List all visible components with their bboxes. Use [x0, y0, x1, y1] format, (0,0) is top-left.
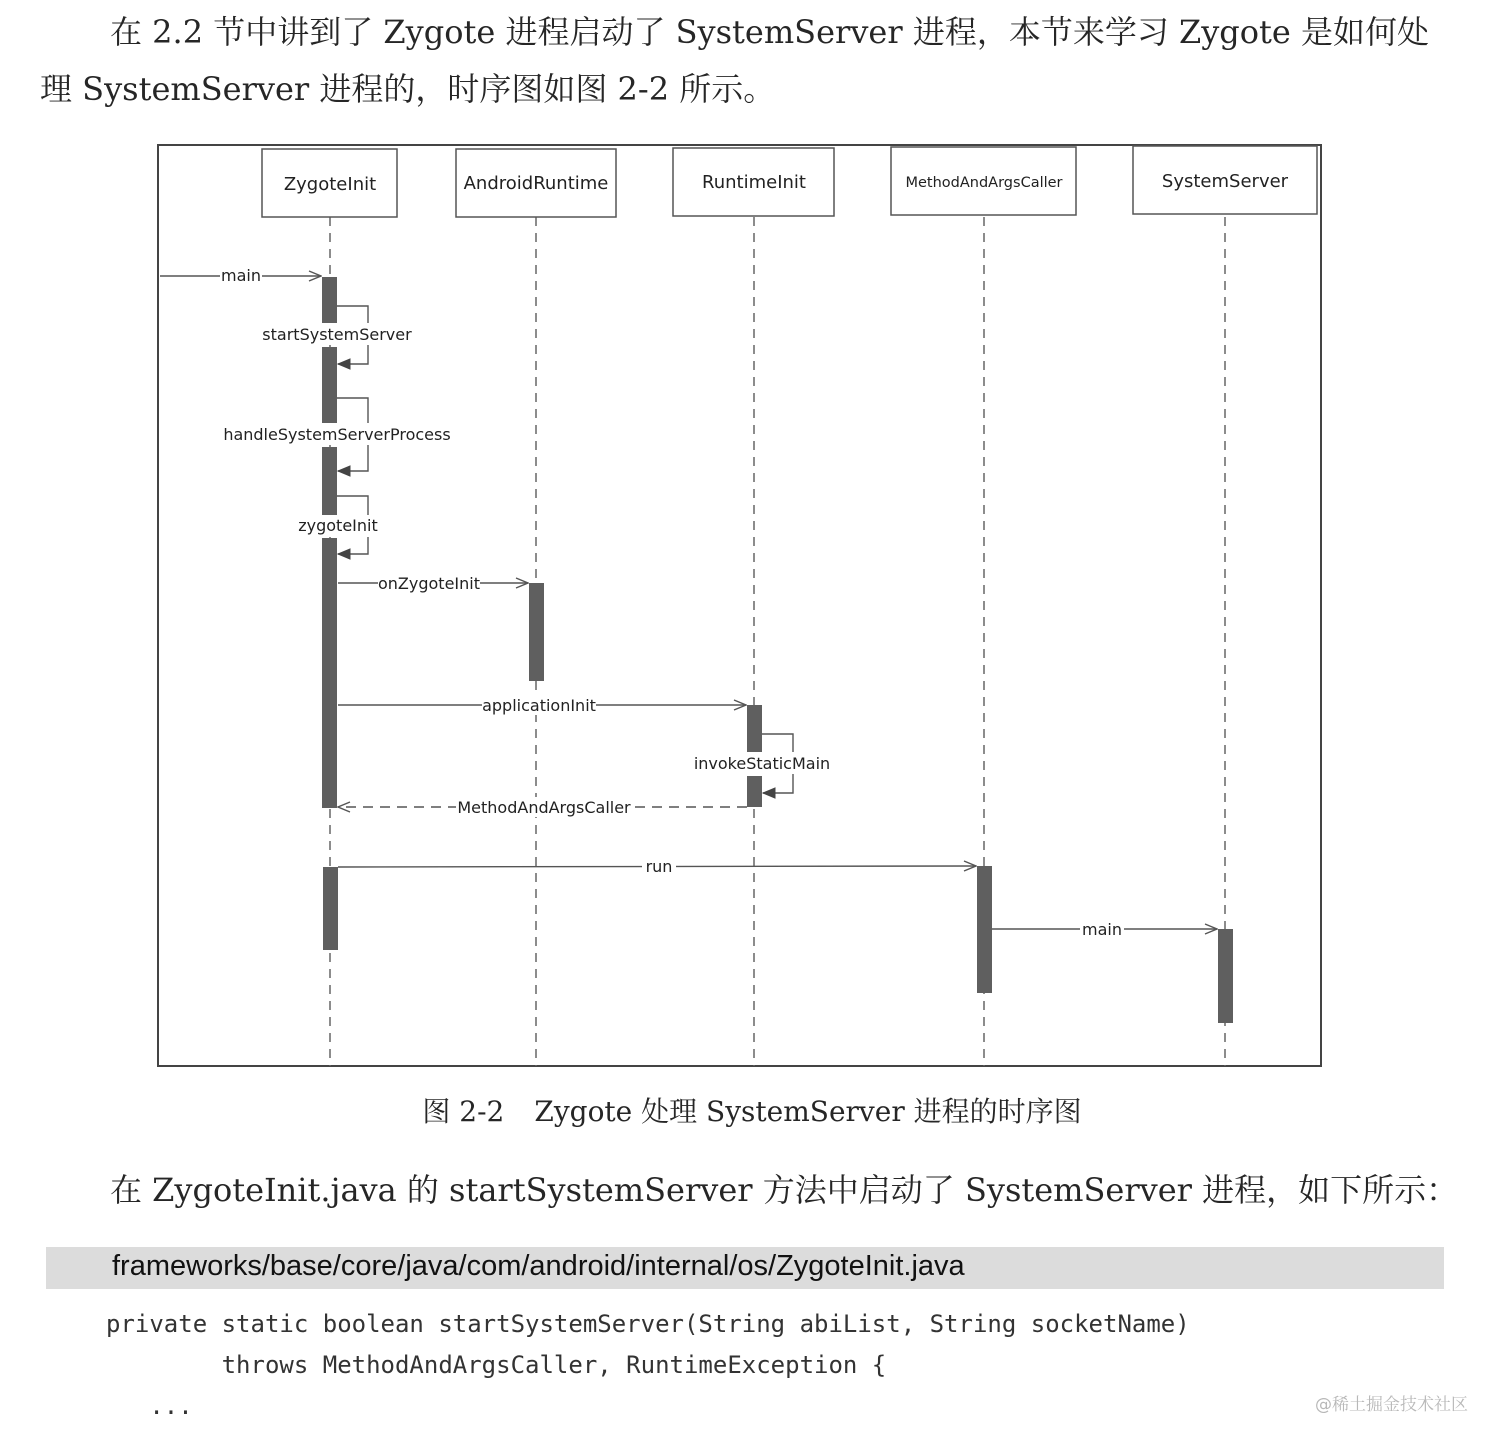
message-label: applicationInit	[482, 696, 596, 715]
intro-paragraph: 在 2.2 节中讲到了 Zygote 进程启动了 SystemServer 进程，本节来学习 Zygote 是如何处理 SystemServer 进程的，时序图如图 2-2 所示。	[40, 13, 1430, 108]
participant-androidruntime	[456, 149, 616, 217]
activation-bar	[322, 538, 337, 808]
message-label: main	[1082, 920, 1122, 939]
message-label: main	[221, 266, 261, 285]
participant-label: AndroidRuntime	[463, 173, 609, 194]
participant-label: ZygoteInit	[283, 174, 377, 195]
activation-bar	[322, 277, 337, 323]
participant-label: SystemServer	[1161, 171, 1289, 192]
message-label: startSystemServer	[262, 325, 412, 344]
participant-zygoteinit	[262, 149, 397, 217]
message-label: MethodAndArgsCaller	[457, 798, 631, 817]
code-line: ...	[106, 1392, 193, 1420]
message-label: zygoteInit	[298, 516, 378, 535]
participant-systemserver	[1133, 146, 1317, 214]
code-file-path-bar	[46, 1247, 1444, 1289]
message-label: onZygoteInit	[378, 574, 480, 593]
message-label: invokeStaticMain	[693, 754, 831, 773]
figure-label: 图 2-2	[422, 1095, 505, 1128]
activation-bar	[977, 866, 992, 993]
activation-bar	[322, 347, 337, 423]
watermark: @稀土掘金技术社区	[1315, 1395, 1468, 1415]
activation-bar	[322, 447, 337, 515]
activation-bar	[1218, 929, 1233, 1023]
code-line: private static boolean startSystemServer(String abiList, String socketName)	[106, 1310, 1190, 1338]
code-block	[106, 1304, 1190, 1427]
participant-methodandargscaller	[891, 147, 1076, 215]
code-file-path: frameworks/base/core/java/com/android/internal/os/ZygoteInit.java	[112, 1250, 965, 1282]
activation-bar	[323, 867, 338, 950]
participant-runtimeinit	[673, 148, 834, 216]
participant-label: RuntimeInit	[702, 172, 806, 193]
activation-bar	[747, 705, 762, 752]
participant-label: MethodAndArgsCaller	[905, 175, 1063, 191]
figure-title: Zygote 处理 SystemServer 进程的时序图	[534, 1095, 1082, 1128]
message-label: run	[645, 857, 673, 876]
figure-caption	[0, 1090, 1504, 1130]
second-paragraph: 在 ZygoteInit.java 的 startSystemServer 方法中启动了 SystemServer 进程，如下所示：	[110, 1171, 1459, 1209]
code-line: throws MethodAndArgsCaller, RuntimeException {	[106, 1351, 887, 1379]
message-label: handleSystemServerProcess	[223, 425, 451, 444]
activation-bar	[529, 583, 544, 681]
activation-bar	[747, 776, 762, 807]
